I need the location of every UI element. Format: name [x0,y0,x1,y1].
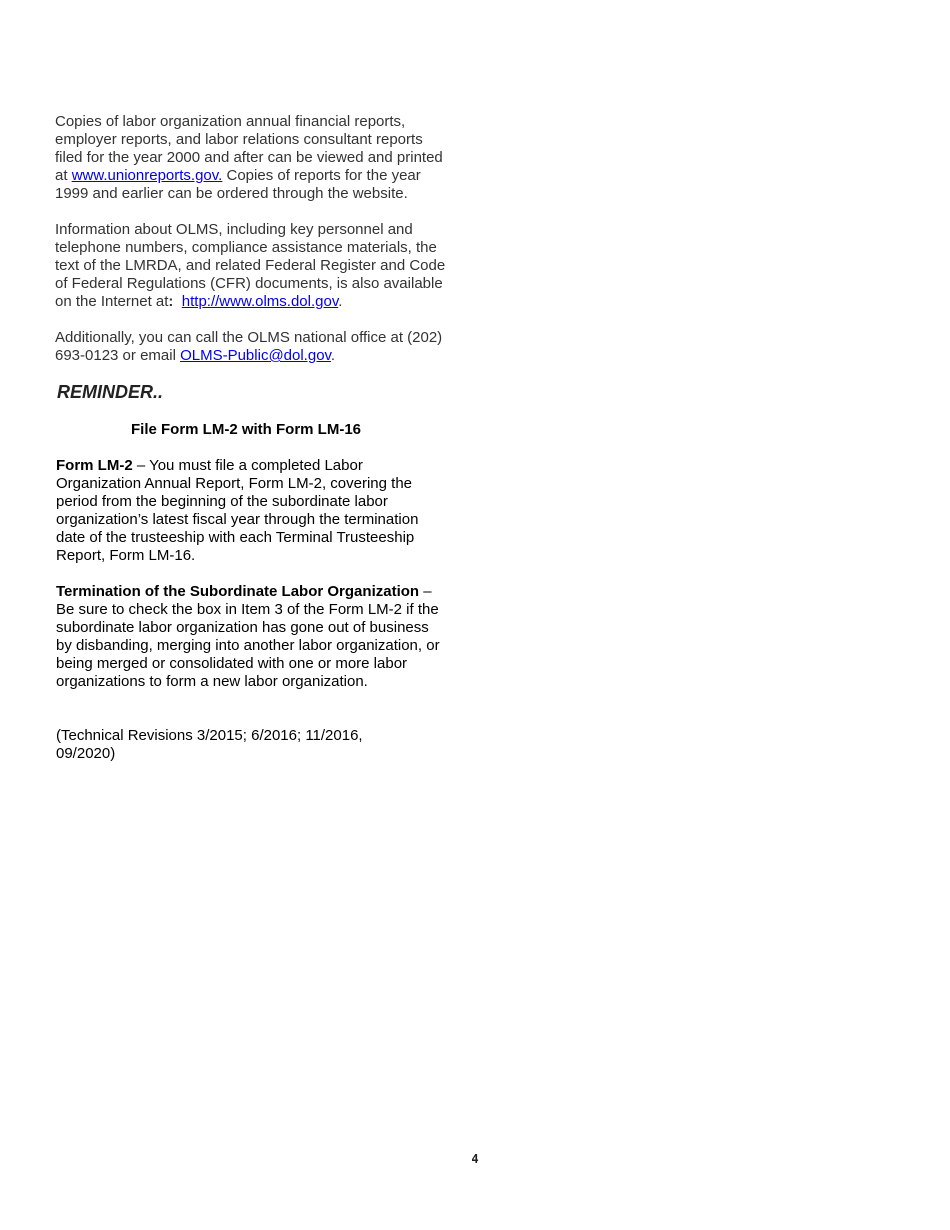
page-number: 4 [471,1152,479,1166]
olms-email-link[interactable]: OLMS-Public@dol.gov [180,347,331,364]
document-column [55,113,447,763]
unionreports-link[interactable]: www.unionreports.gov. [71,167,223,184]
termination-paragraph [55,583,447,691]
reminder-subheading: File Form LM-2 with Form LM-16 [131,421,362,438]
technical-revisions: (Technical Revisions 3/2015; 6/2016; 11/2016, 09/2020) [56,727,363,762]
termination-text: – Be sure to check the box in Item 3 of the Form LM-2 if the subordinate labor organization has gone out of business by disbanding, merging into another labor organization, or being merged or consolidated with one or more labor organizations to form a new labor organization. [56,583,440,690]
info-text: Information about OLMS, including key personnel and telephone numbers, compliance assistance materials, the text of the LMRDA, and related Federal Register and Code of Federal Regulations (CFR) documents, is also available on the Internet at [55,221,446,310]
copies-paragraph [55,113,447,203]
info-text-end: . [338,293,343,310]
form-lm2-text: – You must file a completed Labor Organization Annual Report, Form LM-2, covering the period from the beginning of the subordinate labor organization’s latest fiscal year through the termination date of the trusteeship with each Terminal Trusteeship Report, Form LM-16. [56,457,419,564]
contact-paragraph [55,329,447,365]
form-lm2-label: Form LM-2 [56,457,133,474]
contact-text: Additionally, you can call the OLMS national office at (202) 693-0123 or email [55,329,443,364]
copies-text: Copies of labor organization annual financial reports, employer reports, and labor relations consultant reports filed for the year 2000 and after can be viewed and printed at [55,113,443,184]
copies-text-end: Copies of reports for the year 1999 and earlier can be ordered through the website. [55,167,421,202]
info-colon: : [168,293,174,310]
contact-text-end: . [330,347,336,364]
info-paragraph [55,221,447,311]
olms-website-link[interactable]: http://www.olms.dol.gov [181,293,339,310]
form-lm2-paragraph [55,457,447,565]
termination-label: Termination of the Subordinate Labor Organization [56,583,420,600]
reminder-heading: REMINDER.. [57,382,164,402]
